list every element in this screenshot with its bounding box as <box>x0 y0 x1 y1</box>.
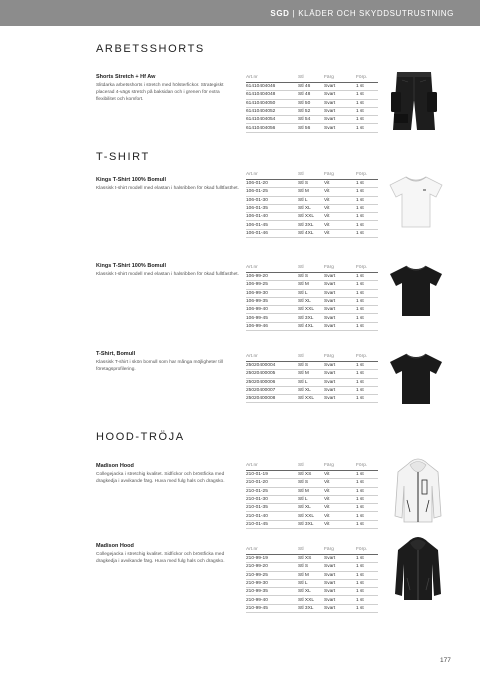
table-header-row <box>246 546 378 555</box>
table-cell-pack: 1 st <box>356 520 378 528</box>
header-brand: SGD <box>270 9 290 18</box>
column-header-pack: Förp. <box>356 546 378 555</box>
table-cell-pack: 1 st <box>356 116 378 124</box>
spec-table <box>246 171 378 238</box>
table-cell-color: Svart <box>324 563 356 571</box>
table-row <box>246 314 378 322</box>
table-cell-size: Stl 48 <box>298 91 324 99</box>
table-cell-size: Stl 56 <box>298 124 324 132</box>
table-cell-art: 210-01-19 <box>246 471 298 479</box>
column-header-pack: Förp. <box>356 74 378 83</box>
table-cell-color: Vit <box>324 213 356 221</box>
table-cell-art: 210-99-40 <box>246 596 298 604</box>
table-row <box>246 370 378 378</box>
table-cell-pack: 1 st <box>356 83 378 91</box>
table-cell-art: 210-01-25 <box>246 487 298 495</box>
table-cell-size: Stl S <box>298 479 324 487</box>
table-cell-color: Svart <box>324 314 356 322</box>
product-block <box>96 74 240 103</box>
white-tshirt-icon <box>388 173 444 229</box>
table-cell-pack: 1 st <box>356 563 378 571</box>
black-work-shorts-icon <box>390 70 438 136</box>
table-cell-pack: 1 st <box>356 596 378 604</box>
column-header-size: Stl <box>298 264 324 273</box>
table-cell-size: Stl 52 <box>298 107 324 115</box>
table-cell-size: Stl S <box>298 180 324 188</box>
table-cell-pack: 1 st <box>356 322 378 330</box>
table-cell-size: Stl M <box>298 571 324 579</box>
table-row <box>246 604 378 612</box>
table-cell-color: Svart <box>324 306 356 314</box>
table-cell-art: 25020400005 <box>246 370 298 378</box>
table-row <box>246 378 378 386</box>
table-cell-pack: 1 st <box>356 362 378 370</box>
table-cell-color: Svart <box>324 362 356 370</box>
table-cell-art: 61410404056 <box>246 124 298 132</box>
product-block <box>96 177 240 193</box>
section-title-tshirt: T-SHIRT <box>96 151 150 163</box>
table-cell-color: Svart <box>324 107 356 115</box>
table-cell-size: Stl XS <box>298 555 324 563</box>
table-cell-art: 25020400008 <box>246 395 298 403</box>
column-header-art: Art.nr <box>246 353 298 362</box>
column-header-color: Färg <box>324 462 356 471</box>
table-header-row <box>246 353 378 362</box>
table-cell-art: 210-01-35 <box>246 504 298 512</box>
black-hoodie-icon <box>394 534 442 604</box>
column-header-size: Stl <box>298 353 324 362</box>
table-cell-art: 25020400007 <box>246 386 298 394</box>
table-row <box>246 124 378 132</box>
table-cell-size: Stl S <box>298 273 324 281</box>
table-cell-color: Vit <box>324 512 356 520</box>
table-cell-color: Svart <box>324 604 356 612</box>
table-cell-art: 106-99-45 <box>246 314 298 322</box>
table-cell-size: Stl 3XL <box>298 520 324 528</box>
table-row <box>246 91 378 99</box>
table-cell-art: 106-01-30 <box>246 196 298 204</box>
table-cell-art: 25020400004 <box>246 362 298 370</box>
table-cell-size: Stl L <box>298 378 324 386</box>
table-cell-size: Stl 50 <box>298 99 324 107</box>
column-header-pack: Förp. <box>356 264 378 273</box>
table-cell-pack: 1 st <box>356 188 378 196</box>
table-cell-color: Svart <box>324 579 356 587</box>
column-header-size: Stl <box>298 171 324 180</box>
table-cell-pack: 1 st <box>356 386 378 394</box>
product-description: Klassisk T-shirt i skön bomull som har många möjligheter till företagsprofilering. <box>96 360 223 372</box>
table-cell-size: Stl L <box>298 495 324 503</box>
table-row <box>246 596 378 604</box>
table-cell-size: Stl XS <box>298 471 324 479</box>
table-cell-color: Svart <box>324 370 356 378</box>
table-cell-color: Vit <box>324 196 356 204</box>
table-row <box>246 99 378 107</box>
table-cell-pack: 1 st <box>356 604 378 612</box>
table-cell-pack: 1 st <box>356 91 378 99</box>
table-header-row <box>246 74 378 83</box>
table-cell-color: Svart <box>324 555 356 563</box>
table-cell-size: Stl 46 <box>298 83 324 91</box>
table-cell-pack: 1 st <box>356 555 378 563</box>
product-description: Collegejacka i stretchig kvalitet. Sidfickor och bröstficka med dragkedja i avvikande färg. Huva med fulg hals och dragsko. <box>96 472 225 484</box>
table-cell-color: Vit <box>324 504 356 512</box>
table-header-row <box>246 171 378 180</box>
table-cell-size: Stl XL <box>298 504 324 512</box>
table-cell-art: 210-99-45 <box>246 604 298 612</box>
table-cell-pack: 1 st <box>356 395 378 403</box>
table-cell-pack: 1 st <box>356 512 378 520</box>
product-name: Madison Hood <box>96 543 134 549</box>
table-cell-art: 106-01-45 <box>246 221 298 229</box>
table-cell-size: Stl 3XL <box>298 221 324 229</box>
table-cell-color: Vit <box>324 180 356 188</box>
table-cell-pack: 1 st <box>356 504 378 512</box>
header-text <box>270 9 454 18</box>
table-cell-size: Stl S <box>298 362 324 370</box>
spec-table <box>246 74 378 133</box>
table-cell-size: Stl 4XL <box>298 322 324 330</box>
table-cell-size: Stl XXL <box>298 213 324 221</box>
product-description: Collegejacka i stretchig kvalitet. Sidfickor och bröstficka med dragkedja i avvikande färg. Huva med fulg hals och dragsko. <box>96 552 225 564</box>
header-title: KLÄDER OCH SKYDDSUTRUSTNING <box>298 9 454 18</box>
section-title-arbetsshorts: ARBETSSHORTS <box>96 43 205 55</box>
table-cell-art: 106-99-20 <box>246 273 298 281</box>
table-cell-color: Vit <box>324 204 356 212</box>
table-cell-color: Vit <box>324 229 356 237</box>
table-cell-size: Stl XXL <box>298 306 324 314</box>
table-cell-pack: 1 st <box>356 180 378 188</box>
table-cell-art: 106-01-40 <box>246 213 298 221</box>
table-cell-pack: 1 st <box>356 378 378 386</box>
table-cell-art: 210-01-45 <box>246 520 298 528</box>
table-cell-pack: 1 st <box>356 579 378 587</box>
table-row <box>246 386 378 394</box>
table-row <box>246 479 378 487</box>
column-header-pack: Förp. <box>356 462 378 471</box>
table-cell-art: 106-01-25 <box>246 188 298 196</box>
product-block <box>96 543 240 566</box>
table-cell-art: 210-99-19 <box>246 555 298 563</box>
table-row <box>246 322 378 330</box>
table-row <box>246 571 378 579</box>
table-cell-pack: 1 st <box>356 124 378 132</box>
product-description: Slitdarka arbetsshorts i stretch med hölsterfickor. Strategiskt placerad 4-vägs stretch på baksidan och i grenen för extra flexibilitet och komfort. <box>96 83 224 102</box>
table-cell-size: Stl L <box>298 289 324 297</box>
table-cell-color: Vit <box>324 471 356 479</box>
table-row <box>246 289 378 297</box>
table-cell-art: 210-01-40 <box>246 512 298 520</box>
column-header-size: Stl <box>298 546 324 555</box>
header-separator: | <box>292 9 296 18</box>
product-description: Klassisk t-shirt modell med elastan i halsribben för ökad fulltfasthet. <box>96 186 239 191</box>
table-cell-color: Vit <box>324 495 356 503</box>
table-cell-pack: 1 st <box>356 370 378 378</box>
table-row <box>246 362 378 370</box>
table-cell-size: Stl M <box>298 487 324 495</box>
table-cell-art: 210-99-30 <box>246 579 298 587</box>
table-cell-art: 106-01-35 <box>246 204 298 212</box>
table-row <box>246 281 378 289</box>
column-header-art: Art.nr <box>246 74 298 83</box>
table-cell-size: Stl 54 <box>298 116 324 124</box>
table-cell-pack: 1 st <box>356 471 378 479</box>
table-cell-size: Stl L <box>298 196 324 204</box>
table-cell-pack: 1 st <box>356 487 378 495</box>
table-row <box>246 306 378 314</box>
table-cell-art: 61410404046 <box>246 83 298 91</box>
table-cell-art: 61410404050 <box>246 99 298 107</box>
table-row <box>246 188 378 196</box>
column-header-size: Stl <box>298 462 324 471</box>
table-cell-color: Vit <box>324 188 356 196</box>
table-cell-art: 61410404048 <box>246 91 298 99</box>
table-cell-color: Svart <box>324 378 356 386</box>
table-cell-pack: 1 st <box>356 107 378 115</box>
column-header-art: Art.nr <box>246 264 298 273</box>
table-cell-color: Svart <box>324 386 356 394</box>
table-row <box>246 83 378 91</box>
table-cell-pack: 1 st <box>356 196 378 204</box>
table-row <box>246 297 378 305</box>
table-cell-art: 106-99-30 <box>246 289 298 297</box>
table-row <box>246 555 378 563</box>
table-cell-color: Svart <box>324 116 356 124</box>
product-name: Kings T-Shirt 100% Bomull <box>96 177 166 183</box>
table-row <box>246 520 378 528</box>
section-title-hood: HOOD-TRÖJA <box>96 431 185 443</box>
table-cell-art: 210-01-20 <box>246 479 298 487</box>
product-block <box>96 263 240 279</box>
table-row <box>246 273 378 281</box>
product-description: Klassisk t-shirt modell med elastan i halsribben för ökad fulltfasthet. <box>96 272 239 277</box>
column-header-color: Färg <box>324 171 356 180</box>
product-name: Shorts Stretch + Hf Aw <box>96 74 156 80</box>
table-cell-color: Svart <box>324 297 356 305</box>
column-header-color: Färg <box>324 546 356 555</box>
table-cell-size: Stl XL <box>298 297 324 305</box>
product-block <box>96 463 240 486</box>
white-hoodie-icon <box>394 456 442 526</box>
column-header-art: Art.nr <box>246 462 298 471</box>
table-cell-art: 106-99-25 <box>246 281 298 289</box>
spec-table <box>246 546 378 613</box>
table-cell-art: 210-99-25 <box>246 571 298 579</box>
column-header-pack: Förp. <box>356 171 378 180</box>
table-cell-art: 210-99-20 <box>246 563 298 571</box>
table-cell-color: Svart <box>324 588 356 596</box>
table-cell-size: Stl XL <box>298 204 324 212</box>
table-header-row <box>246 462 378 471</box>
table-cell-art: 210-01-30 <box>246 495 298 503</box>
table-cell-pack: 1 st <box>356 306 378 314</box>
column-header-size: Stl <box>298 74 324 83</box>
table-cell-pack: 1 st <box>356 297 378 305</box>
table-cell-pack: 1 st <box>356 588 378 596</box>
table-cell-pack: 1 st <box>356 289 378 297</box>
table-cell-color: Svart <box>324 289 356 297</box>
column-header-art: Art.nr <box>246 171 298 180</box>
table-cell-size: Stl XL <box>298 386 324 394</box>
column-header-color: Färg <box>324 264 356 273</box>
table-row <box>246 588 378 596</box>
table-cell-color: Svart <box>324 571 356 579</box>
product-block <box>96 351 240 374</box>
table-row <box>246 512 378 520</box>
table-cell-size: Stl XL <box>298 588 324 596</box>
table-cell-pack: 1 st <box>356 281 378 289</box>
table-row <box>246 563 378 571</box>
table-cell-pack: 1 st <box>356 204 378 212</box>
table-cell-pack: 1 st <box>356 229 378 237</box>
table-cell-color: Svart <box>324 273 356 281</box>
table-cell-color: Svart <box>324 395 356 403</box>
table-cell-pack: 1 st <box>356 314 378 322</box>
table-cell-color: Svart <box>324 91 356 99</box>
table-cell-art: 106-99-40 <box>246 306 298 314</box>
page-number: 177 <box>440 657 451 664</box>
table-cell-art: 106-01-20 <box>246 180 298 188</box>
table-cell-art: 61410404052 <box>246 107 298 115</box>
table-cell-size: Stl 3XL <box>298 314 324 322</box>
table-cell-art: 61410404054 <box>246 116 298 124</box>
table-row <box>246 579 378 587</box>
table-cell-color: Vit <box>324 479 356 487</box>
table-cell-size: Stl XXL <box>298 596 324 604</box>
table-cell-pack: 1 st <box>356 571 378 579</box>
table-cell-pack: 1 st <box>356 495 378 503</box>
spec-table <box>246 462 378 529</box>
table-cell-color: Svart <box>324 322 356 330</box>
table-row <box>246 116 378 124</box>
table-cell-size: Stl M <box>298 370 324 378</box>
table-cell-pack: 1 st <box>356 273 378 281</box>
table-cell-art: 106-99-46 <box>246 322 298 330</box>
product-name: Kings T-Shirt 100% Bomull <box>96 263 166 269</box>
table-header-row <box>246 264 378 273</box>
table-row <box>246 504 378 512</box>
table-cell-size: Stl 4XL <box>298 229 324 237</box>
table-row <box>246 471 378 479</box>
table-row <box>246 196 378 204</box>
black-tshirt-icon <box>388 350 444 406</box>
table-cell-size: Stl L <box>298 579 324 587</box>
table-row <box>246 495 378 503</box>
column-header-color: Färg <box>324 353 356 362</box>
table-cell-color: Svart <box>324 596 356 604</box>
table-cell-pack: 1 st <box>356 221 378 229</box>
product-name: T-Shirt, Bomull <box>96 351 136 357</box>
header-bar <box>0 0 480 26</box>
table-cell-art: 106-99-35 <box>246 297 298 305</box>
table-cell-size: Stl XXL <box>298 395 324 403</box>
table-cell-art: 210-99-35 <box>246 588 298 596</box>
table-cell-size: Stl 3XL <box>298 604 324 612</box>
spec-table <box>246 353 378 403</box>
table-cell-color: Vit <box>324 520 356 528</box>
table-cell-art: 25020400006 <box>246 378 298 386</box>
spec-table <box>246 264 378 331</box>
table-cell-color: Svart <box>324 83 356 91</box>
table-row <box>246 487 378 495</box>
table-cell-color: Vit <box>324 487 356 495</box>
table-cell-size: Stl XXL <box>298 512 324 520</box>
table-cell-pack: 1 st <box>356 213 378 221</box>
table-row <box>246 107 378 115</box>
table-row <box>246 229 378 237</box>
column-header-art: Art.nr <box>246 546 298 555</box>
table-row <box>246 180 378 188</box>
table-cell-size: Stl S <box>298 563 324 571</box>
table-cell-pack: 1 st <box>356 99 378 107</box>
table-cell-pack: 1 st <box>356 479 378 487</box>
table-cell-color: Svart <box>324 124 356 132</box>
column-header-pack: Förp. <box>356 353 378 362</box>
table-cell-color: Svart <box>324 281 356 289</box>
table-row <box>246 221 378 229</box>
black-tshirt-icon <box>388 262 444 318</box>
table-cell-size: Stl M <box>298 188 324 196</box>
table-row <box>246 213 378 221</box>
table-cell-color: Svart <box>324 99 356 107</box>
product-name: Madison Hood <box>96 463 134 469</box>
column-header-color: Färg <box>324 74 356 83</box>
table-row <box>246 395 378 403</box>
table-row <box>246 204 378 212</box>
table-cell-size: Stl M <box>298 281 324 289</box>
table-cell-color: Vit <box>324 221 356 229</box>
table-cell-art: 106-01-46 <box>246 229 298 237</box>
